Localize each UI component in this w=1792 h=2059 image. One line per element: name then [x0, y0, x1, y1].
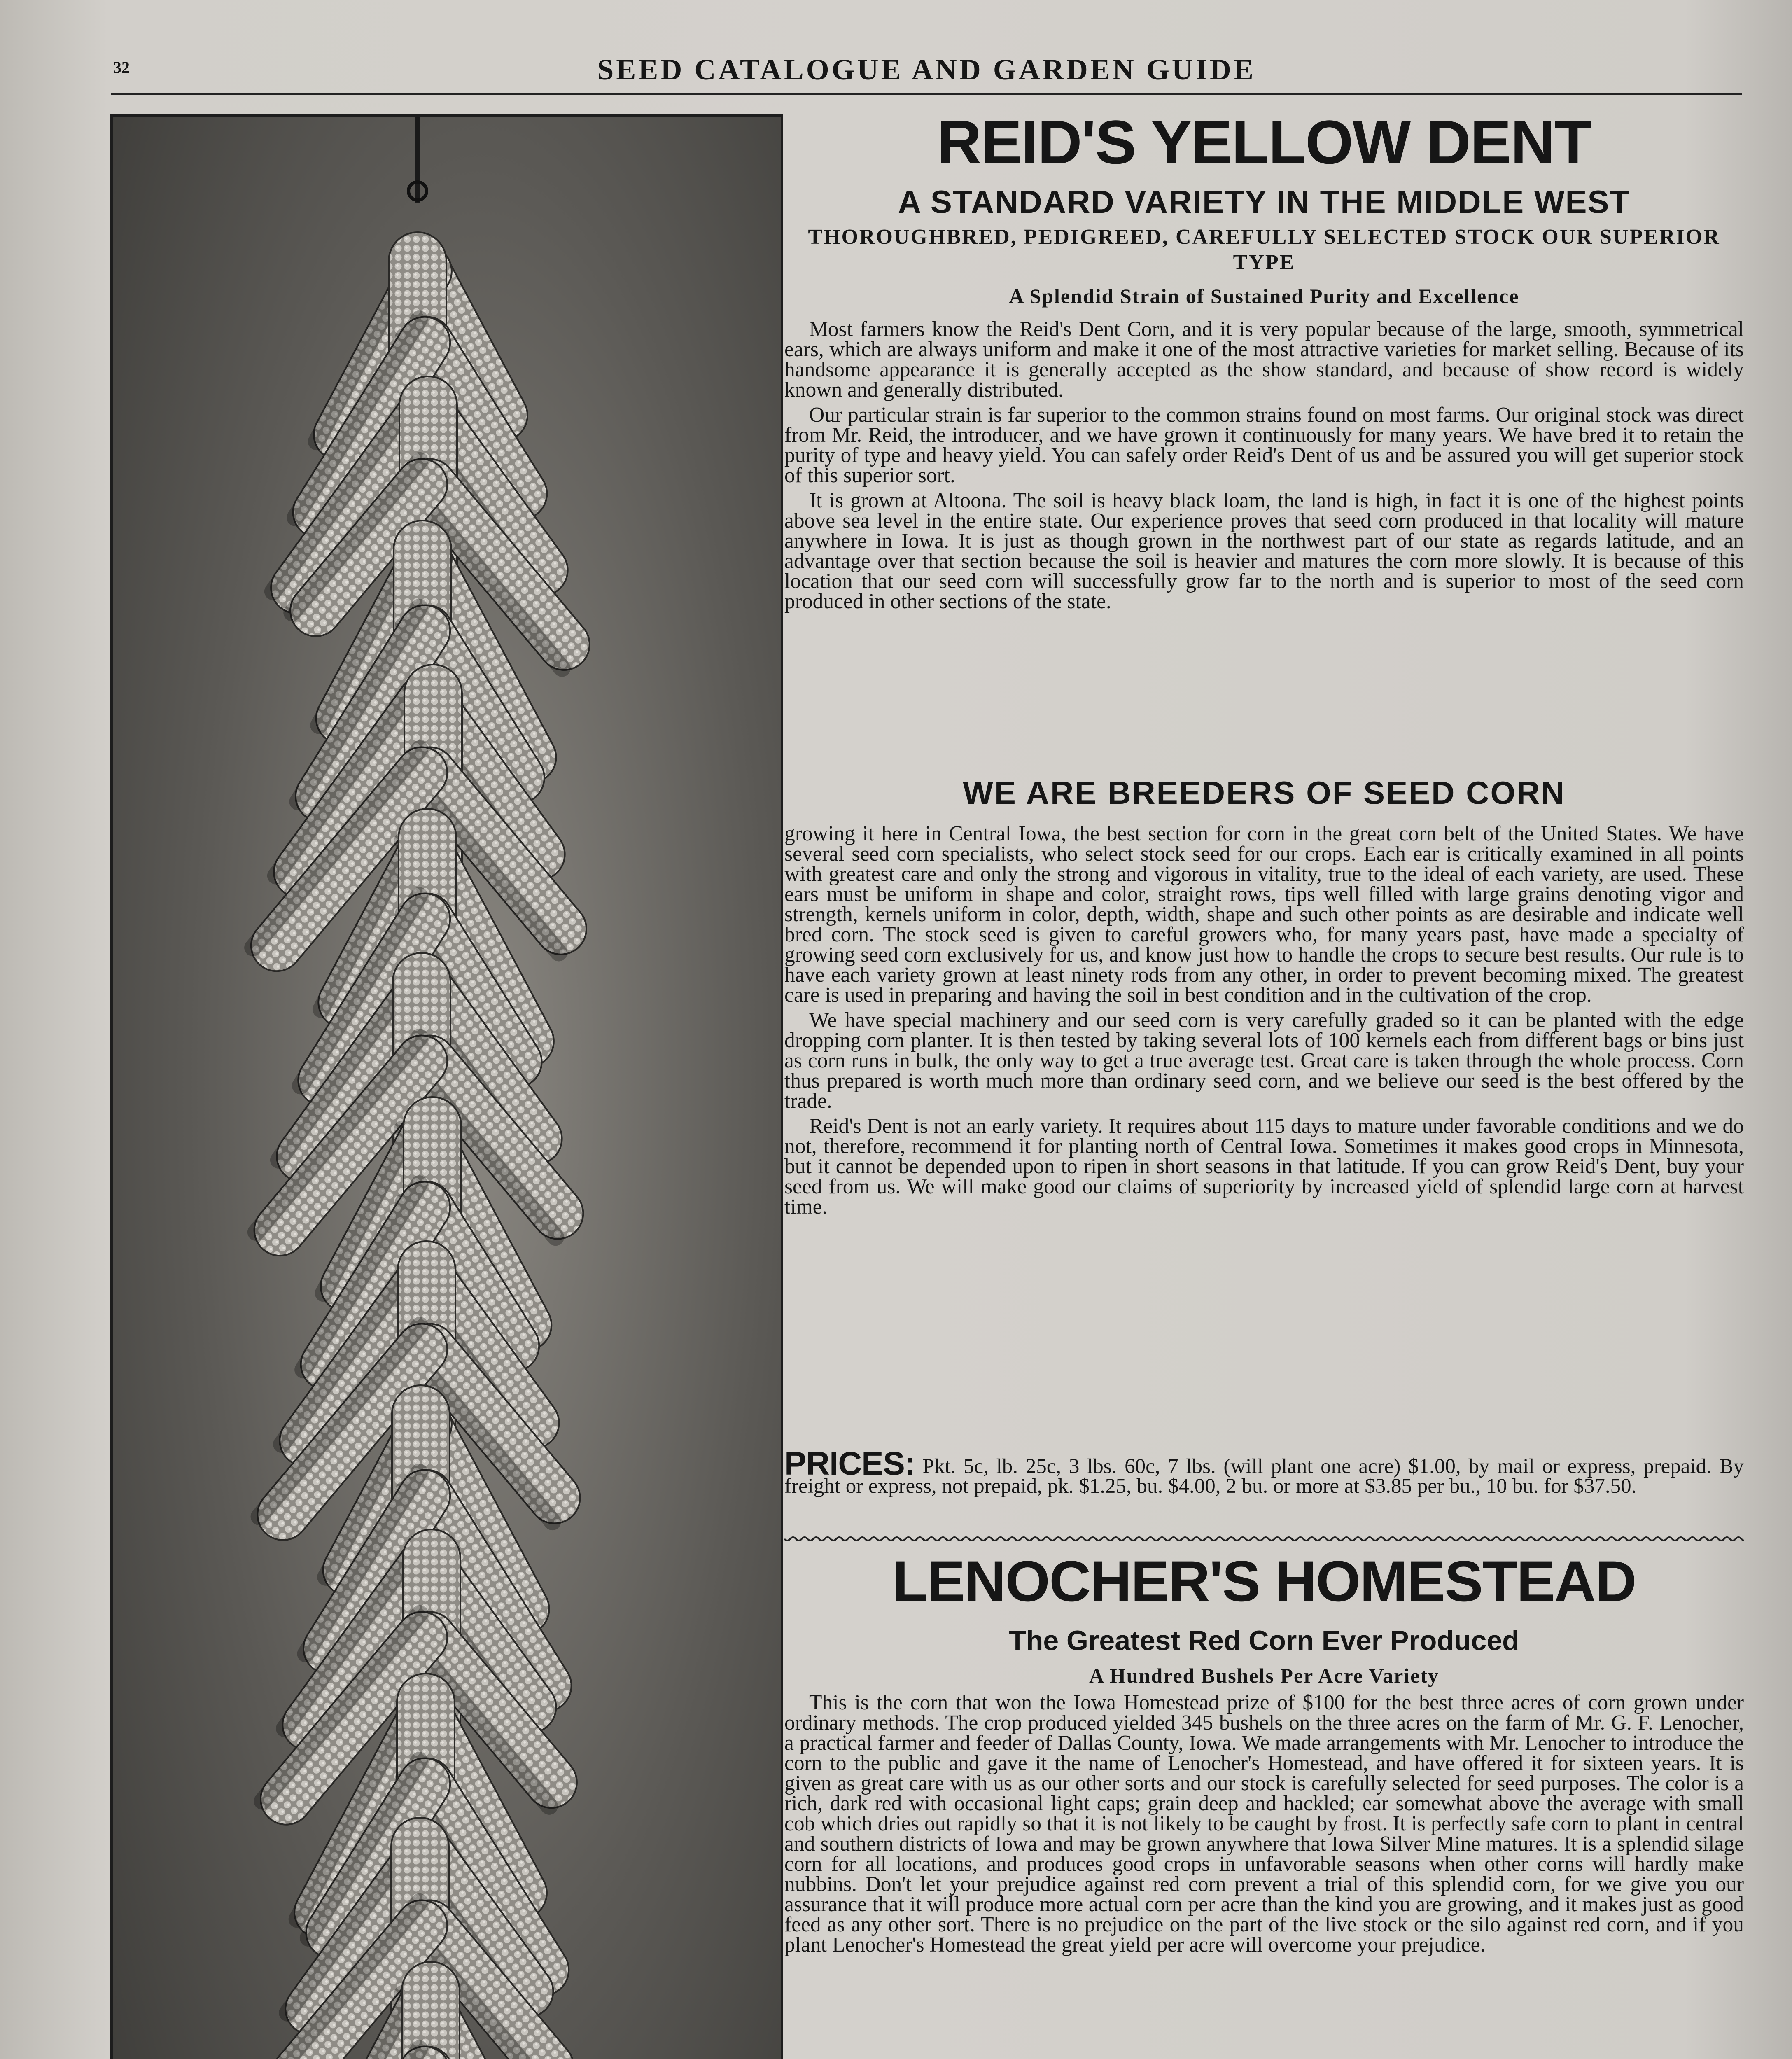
lenocher-body [784, 1692, 1744, 1960]
prices-text: Pkt. 5c, lb. 25c, 3 lbs. 60c, 7 lbs. (will plant one acre) $1.00, by mail or express, prepaid. By freight or express, not prepaid, pk. $1.25, bu. $4.00, 2 bu. or more at $3.85 per bu., 10 bu. for $37.50. [784, 1455, 1744, 1498]
corn-photograph [110, 114, 783, 2059]
reids-body [784, 319, 1744, 616]
lenocher-title: LENOCHER'S HOMESTEAD [892, 1549, 1636, 1613]
reids-prices [784, 1445, 1744, 1498]
breeders-paragraph: We have special machinery and our seed corn is very carefully graded so it can be planted with the edge dropping corn planter. It is then tested by taking several lots of 100 kernels each from different bags or bins just as corn runs in bulk, the only way to get a true average test. Great care is taken through the whole process. Corn thus prepared is worth much more than ordinary seed corn, and we believe our seed is the best offered by the trade. [784, 1008, 1744, 1113]
wavy-divider [784, 1534, 1744, 1544]
reids-paragraph: It is grown at Altoona. The soil is heavy black loam, the land is high, in fact it is one of the highest points above sea level in the entire state. Our experience proves that seed corn produced in that locality will mature anywhere in Iowa. It is just as though grown in the northwest part of our state as regards latitude, and an advantage over that section because the soil is heavier and matures the corn more slowly. It is because of this location that our seed corn will successfully grow far to the north and is superior to most of the seed corn produced in other sections of the state. [784, 489, 1744, 613]
corn-ear [402, 1962, 460, 2059]
reids-paragraph: Our particular strain is far superior to the common strains found on most farms. Our original stock was direct from Mr. Reid, the introducer, and we have grown it continuously for many years. We have bred it to retain the purity of type and heavy yield. You can safely order Reid's Dent of us and be assured you will get superior stock of this superior sort. [784, 403, 1744, 487]
reids-strain: A Splendid Strain of Sustained Purity and Excellence [1009, 285, 1519, 308]
reids-subtitle: A STANDARD VARIETY IN THE MIDDLE WEST [898, 184, 1631, 220]
breeders-paragraph: Reid's Dent is not an early variety. It requires about 115 days to mature under favorable conditions and we do not, therefore, recommend it for planting north of Central Iowa. Sometimes it makes good crops in Minnesota, but it cannot be depended upon to ripen in short seasons in that latitude. If you can grow Reid's Dent, buy your seed from us. We will make good our claims of superiority by increased yield of splendid large corn at harvest time. [784, 1114, 1744, 1219]
breeders-body [784, 824, 1744, 1222]
page-number: 32 [113, 58, 130, 77]
corn-ears-group [241, 232, 600, 2059]
reids-tagline: THOROUGHBRED, PEDIGREED, CAREFULLY SELECTED STOCK OUR SUPERIOR TYPE [808, 225, 1720, 274]
lenocher-tagline: A Hundred Bushels Per Acre Variety [1089, 1664, 1439, 1687]
prices-label: PRICES: [784, 1445, 915, 1482]
breeders-paragraph: growing it here in Central Iowa, the best section for corn in the great corn belt of the United States. We have several seed corn specialists, who select stock seed for our crops. Each ear is critically examined in all points with greatest care and only the strong and vigorous in vitality, true to the ideal of each variety, are used. These ears must be uniform in shape and color, straight rows, tips well filled with large grains denoting vigor and strength, kernels uniform in color, depth, width, shape and such other points as are desirable and indicate well bred corn. The stock seed is given to careful growers who, for many years past, have made a specialty of growing seed corn exclusively for us, and know just how to handle the crops to secure best results. Our rule is to have each variety grown at least ninety rods from any other, in order to prevent becoming mixed. The greatest care is used in preparing and having the soil in best condition and in the cultivation of the crop. [784, 822, 1744, 1007]
reids-paragraph: Most farmers know the Reid's Dent Corn, and it is very popular because of the large, smooth, symmetrical ears, which are always uniform and make it one of the most attractive varieties for market selling. Because of its handsome appearance it is generally accepted as the show standard, and because of show record is widely known and generally distributed. [784, 317, 1744, 402]
lenocher-subtitle: The Greatest Red Corn Ever Produced [1009, 1625, 1519, 1656]
corn-braid-illustration [113, 117, 781, 2059]
running-head: SEED CATALOGUE AND GARDEN GUIDE [597, 53, 1256, 86]
reids-title: REID'S YELLOW DENT [937, 107, 1591, 177]
header-rule [111, 93, 1742, 95]
breeders-heading: WE ARE BREEDERS OF SEED CORN [963, 775, 1566, 811]
lenocher-paragraph: This is the corn that won the Iowa Homestead prize of $100 for the best three acres of corn grown under ordinary methods. The crop produced yielded 345 bushels on the three acres on the farm of Mr. G. F. Lenocher, a practical farmer and feeder of Dallas County, Iowa. We made arrangements with Mr. Lenocher to introduce the corn to the public and gave it the name of Lenocher's Homestead, and have offered it for sixteen years. It is given as great care with us as our other sorts and our stock is carefully selected for seed purposes. The color is a rich, dark red with occasional light caps; grain deep and hackled; ear somewhat above the average with small cob which dries out rapidly so that it is not likely to be caught by frost. It is perfectly safe corn to plant in central and southern districts of Iowa and may be grown anywhere that Iowa Silver Mine matures. It is a splendid silage corn for all locations, and produces good crops in unfavorable seasons when other corns will hardly make nubbins. Don't let your prejudice against red corn prevent a trial of this splendid corn, for we give you our assurance that it will produce more actual corn per acre than the kind you are growing, and it makes just as good feed as any other sort. There is no prejudice on the part of the live stock or the silo against red corn, and if you plant Lenocher's Homestead the great yield per acre will overcome your prejudice. [784, 1691, 1744, 1956]
